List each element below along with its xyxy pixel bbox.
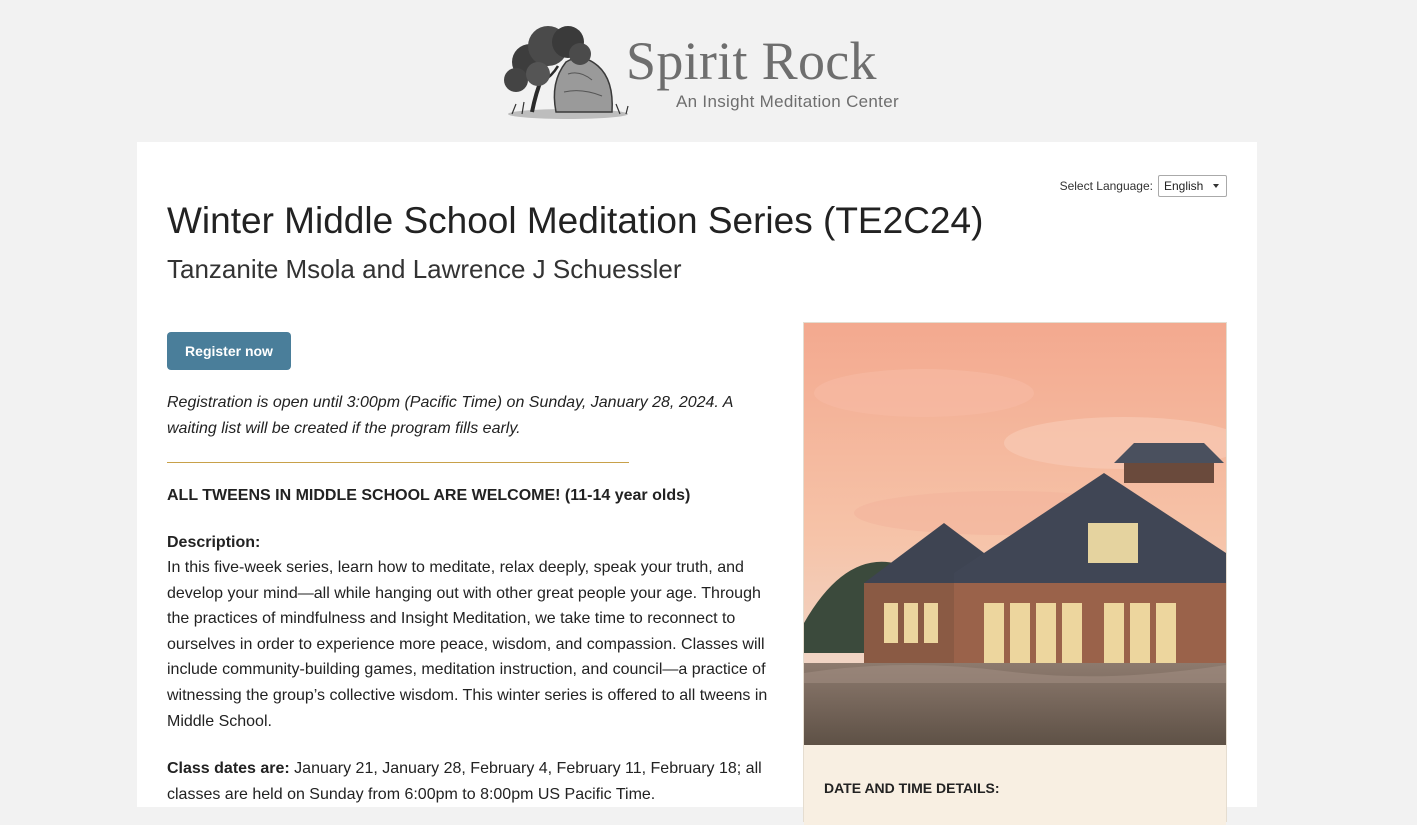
event-content (167, 332, 787, 807)
logo-title: Spirit Rock (626, 31, 877, 91)
event-title: Winter Middle School Meditation Series (TE2C24) (167, 200, 984, 241)
welcome-heading: ALL TWEENS IN MIDDLE SCHOOL ARE WELCOME! (11-14 year olds) (167, 487, 691, 504)
caret-down-icon (1213, 184, 1219, 188)
tree-rock-logo-icon (502, 22, 634, 122)
meditation-hall-photo (804, 323, 1226, 745)
language-label: Select Language: (1059, 179, 1153, 193)
event-sidebar (803, 322, 1227, 822)
section-divider (167, 462, 629, 463)
language-selected: English (1164, 179, 1204, 193)
event-teachers: Tanzanite Msola and Lawrence J Schuessler (167, 254, 682, 284)
site-header (0, 0, 1417, 142)
logo-tagline: An Insight Meditation Center (676, 92, 899, 111)
date-time-details-title: DATE AND TIME DETAILS: (824, 780, 1000, 796)
registration-note: Registration is open until 3:00pm (Pacific Time) on Sunday, January 28, 2024. A waiting list will be created if the program fills early. (167, 394, 733, 437)
class-dates-label: Class dates are: (167, 760, 290, 778)
event-card (137, 142, 1257, 807)
register-now-button[interactable]: Register now (167, 332, 291, 370)
description-text: In this five-week series, learn how to meditate, relax deeply, speak your truth, and develop your mind—all while hanging out with other great people your age. Through the practices of mindfulness and Insight Meditation, we take time to reconnect to ourselves in order to experience more peace, wisdom, and compassion. Classes will include community-building games, meditation instruction, and council—a practice of witnessing the group’s collective wisdom. This winter series is offered to all tweens in Middle School. (167, 559, 768, 730)
class-dates (167, 756, 783, 807)
date-time-details (804, 745, 1226, 825)
language-selector (1060, 175, 1227, 197)
description-label: Description: (167, 534, 261, 551)
spirit-rock-logo[interactable] (502, 22, 902, 122)
class-dates-text: January 21, January 28, February 4, February 11, February 18; all classes are held on Sunday from 6:00pm to 8:00pm US Pacific Time. (167, 760, 762, 803)
language-dropdown[interactable] (1158, 175, 1227, 197)
